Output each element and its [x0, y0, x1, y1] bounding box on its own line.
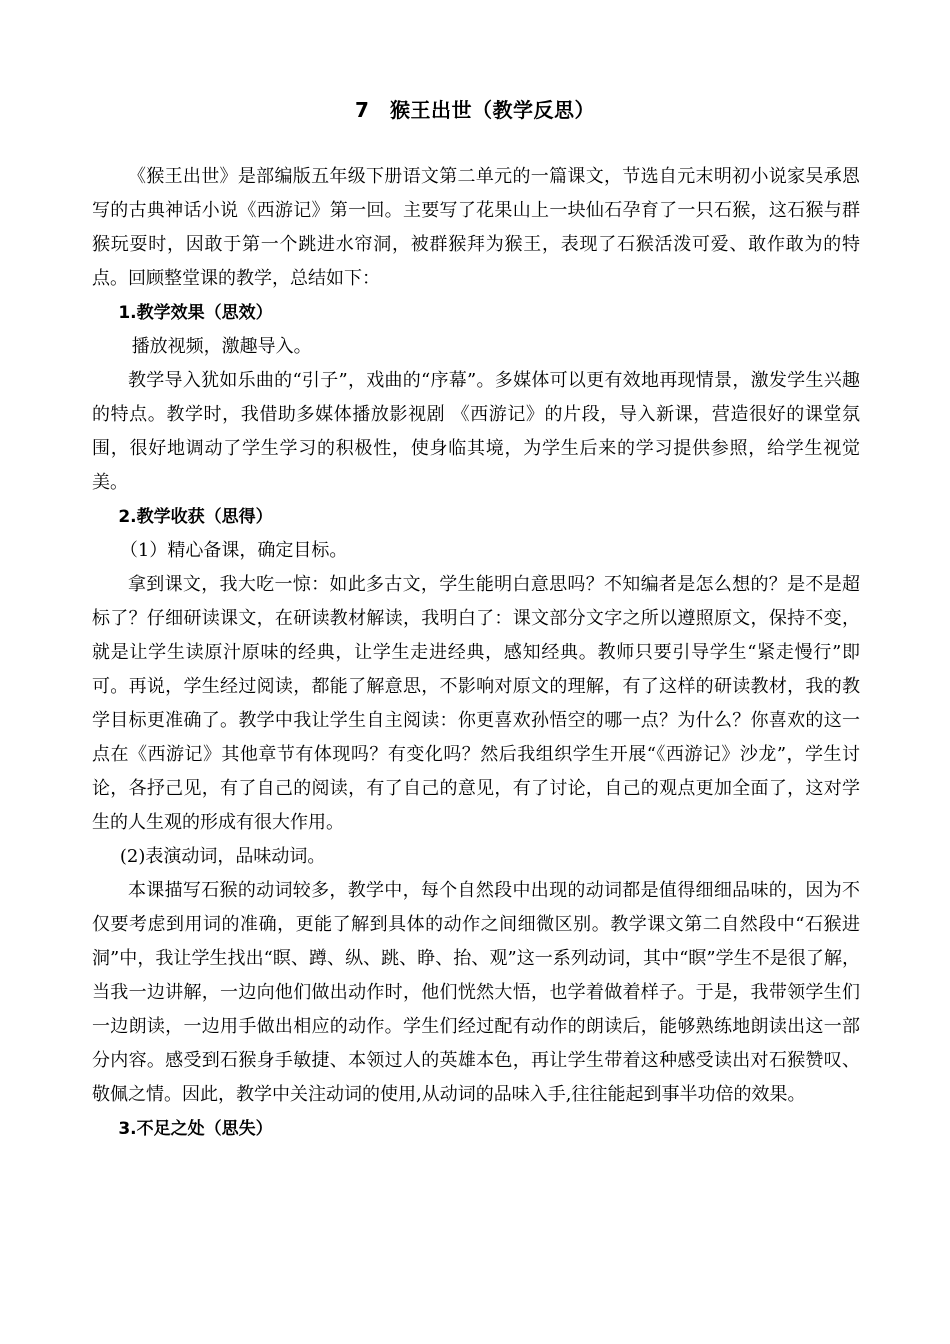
section-heading-shortcoming: 3.不足之处（思失） [118, 1119, 273, 1139]
subsection-verbs: (2)表演动词，品味动词。 [119, 846, 326, 867]
document-title: 7 猴王出世（教学反思） [355, 98, 595, 122]
section-heading-effect: 1.教学效果（思效） [118, 303, 273, 323]
paragraph-introduction: 教学导入犹如乐曲的“引子”，戏曲的“序幕”。多媒体可以更有效地再现情景，激发学生兴趣的特点。教学时，我借助多媒体播放影视剧 《西游记》的片段，导入新课，营造很好的课堂氛围，很好地调动了学生学习的积极性，使身临其境，为学生后来的学习提供参照，给学生视觉美。 [92, 370, 860, 493]
paragraph-verbs: 本课描写石猴的动词较多，教学中，每个自然段中出现的动词都是值得细细品味的，因为不仅要考虑到用词的准确，更能了解到具体的动作之间细微区别。教学课文第二自然段中“石猴进洞”中，我让学生找出“瞑、蹲、纵、跳、睁、抬、观”这一系列动词，其中“瞑”学生不是很了解，当我一边讲解，一边向他们做出动作时，他们恍然大悟，也学着做着样子。于是，我带领学生们一边朗读，一边用手做出相应的动作。学生们经过配有动作的朗读后，能够熟练地朗读出这一部分内容。感受到石猴身手敏捷、本领过人的英雄本色，再让学生带着这种感受读出对石猴赞叹、敬佩之情。因此，教学中关注动词的使用,从动词的品味入手,往往能起到事半功倍的效果。 [92, 880, 860, 1105]
subsection-preparation: （1）精心备课，确定目标。 [119, 540, 348, 561]
intro-paragraph: 《猴王出世》是部编版五年级下册语文第二单元的一篇课文，节选自元末明初小说家吴承恩写的古典神话小说《西游记》第一回。主要写了花果山上一块仙石孕育了一只石猴，这石猴与群猴玩耍时，因敢于第一个跳进水帘洞，被群猴拜为猴王，表现了石猴活泼可爱、敢作敢为的特点。回顾整堂课的教学，总结如下： [92, 166, 860, 289]
section-heading-gain: 2.教学收获（思得） [118, 507, 273, 527]
paragraph-preparation: 拿到课文，我大吃一惊：如此多古文，学生能明白意思吗？不知编者是怎么想的？是不是超标了？仔细研读课文，在研读教材解读，我明白了：课文部分文字之所以遵照原文，保持不变，就是让学生读原汁原味的经典，让学生走进经典，感知经典。教师只要引导学生“紧走慢行”即可。再说，学生经过阅读，都能了解意思，不影响对原文的理解，有了这样的研读教材，我的教学目标更准确了。教学中我让学生自主阅读：你更喜欢孙悟空的哪一点？为什么？你喜欢的这一点在《西游记》其他章节有体现吗？有变化吗？然后我组织学生开展“《西游记》沙龙”，学生讨论，各抒己见，有了自己的阅读，有了自己的意见，有了讨论，自己的观点更加全面了，这对学生的人生观的形成有很大作用。 [92, 574, 860, 833]
subsection-video: 播放视频，激趣导入。 [131, 336, 312, 357]
document-body [92, 160, 860, 1146]
